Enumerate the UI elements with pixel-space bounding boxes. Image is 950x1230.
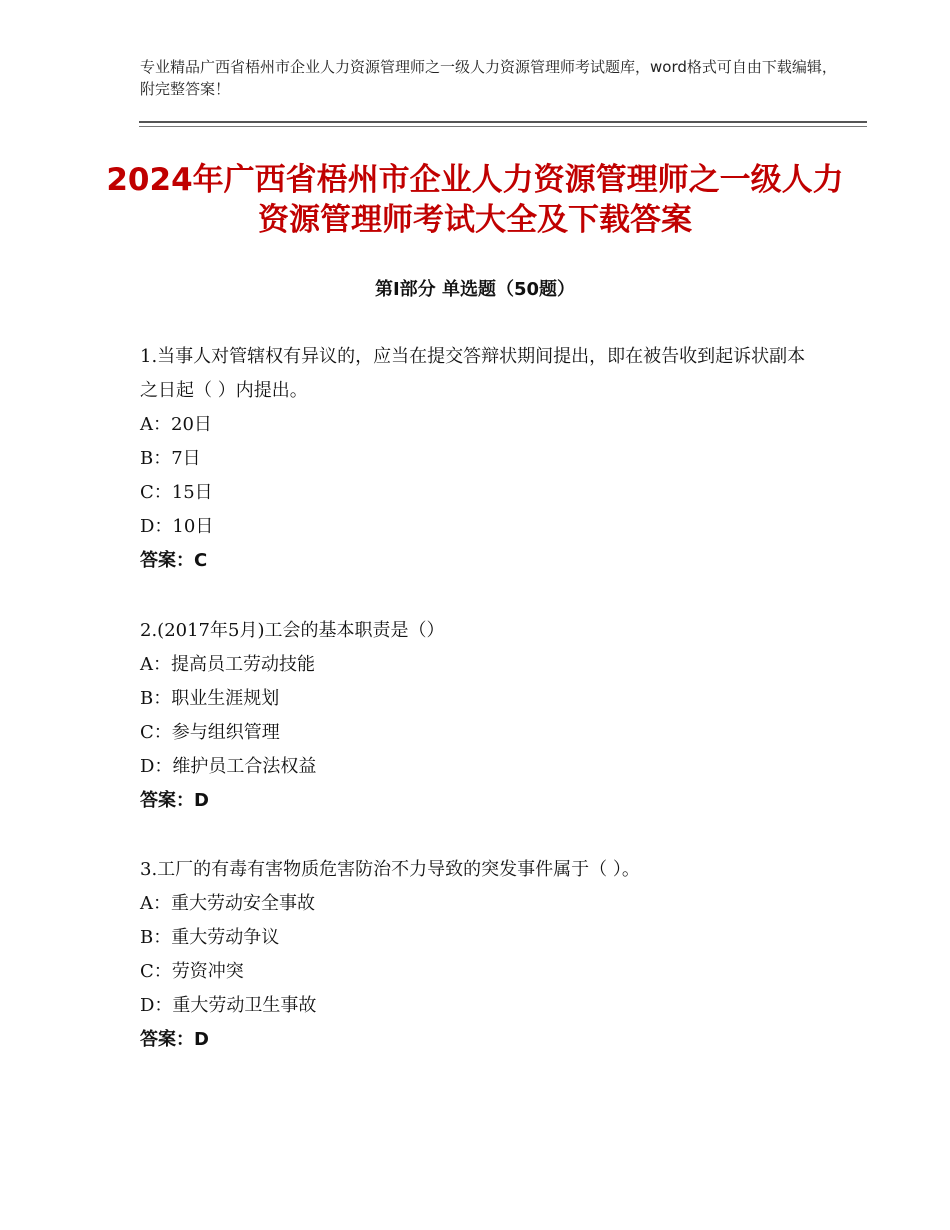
- option-a: A：重大劳动安全事故: [140, 893, 315, 914]
- option-d: D：10日: [140, 516, 214, 537]
- option-b: B：职业生涯规划: [140, 688, 280, 709]
- question-1: [140, 340, 820, 578]
- option-b: B：重大劳动争议: [140, 927, 280, 948]
- option-b: B：7日: [140, 448, 201, 469]
- option-a: A：提高员工劳动技能: [140, 654, 315, 675]
- question-stem: 1.当事人对管辖权有异议的，应当在提交答辩状期间提出，即在被告收到起诉状副本之日起（ ）内提出。: [140, 346, 806, 401]
- option-c: C：15日: [140, 482, 213, 503]
- header-divider-thin: [139, 126, 867, 127]
- option-d: D：重大劳动卫生事故: [140, 995, 317, 1016]
- question-stem: 3.工厂的有毒有害物质危害防治不力导致的突发事件属于（ ）。: [140, 859, 640, 880]
- option-c: C：劳资冲突: [140, 961, 244, 982]
- question-stem: 2.(2017年5月)工会的基本职责是（）: [140, 620, 445, 641]
- question-3: [140, 853, 820, 1057]
- answer: 答案：D: [140, 790, 209, 811]
- option-c: C：参与组织管理: [140, 722, 280, 743]
- answer: 答案：C: [140, 550, 208, 571]
- option-a: A：20日: [140, 414, 212, 435]
- section-heading: 第Ⅰ部分 单选题（50题）: [374, 279, 575, 300]
- option-d: D：维护员工合法权益: [140, 756, 317, 777]
- question-2: [140, 614, 820, 818]
- document-title: 2024年广西省梧州市企业人力资源管理师之一级人力资源管理师考试大全及下载答案: [106, 162, 844, 238]
- header-note: 专业精品广西省梧州市企业人力资源管理师之一级人力资源管理师考试题库，word格式可自由下载编辑，附完整答案！: [140, 58, 837, 98]
- header-divider-thick: [139, 121, 867, 123]
- answer: 答案：D: [140, 1029, 209, 1050]
